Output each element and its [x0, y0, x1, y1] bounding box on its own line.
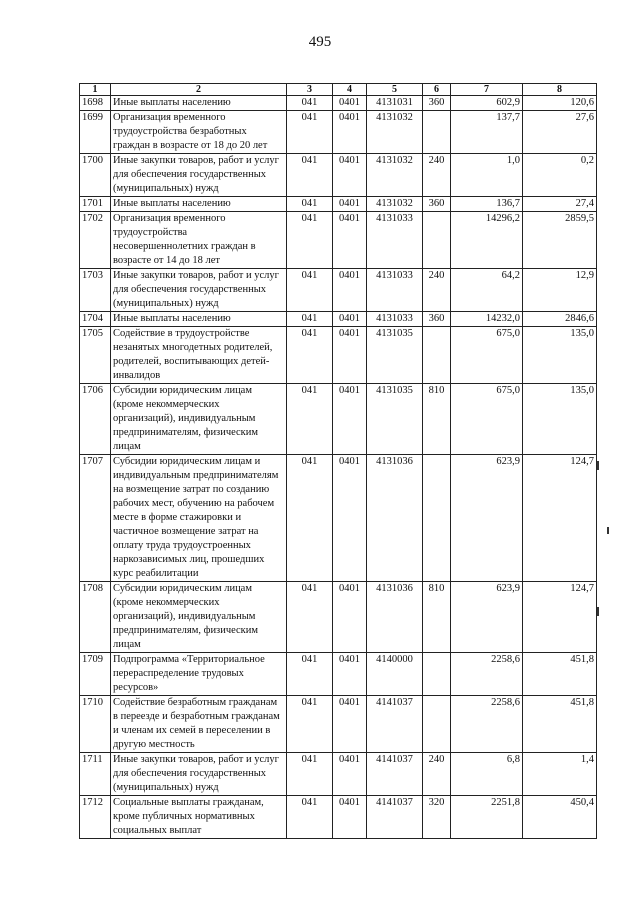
ministry-code-cell: 041	[287, 96, 333, 111]
item-name-cell: Иные выплаты населению	[111, 96, 287, 111]
row-number-cell: 1710	[80, 696, 111, 753]
column-header: 6	[423, 84, 451, 96]
header-row	[80, 84, 597, 96]
row-number-cell: 1711	[80, 753, 111, 796]
target-article-cell: 4131033	[367, 269, 423, 312]
ministry-code-cell: 041	[287, 796, 333, 839]
target-article-cell: 4131031	[367, 96, 423, 111]
expense-type-cell: 240	[423, 154, 451, 197]
target-article-cell: 4131035	[367, 384, 423, 455]
row-number-cell: 1708	[80, 582, 111, 653]
ministry-code-cell: 041	[287, 269, 333, 312]
row-number-cell: 1707	[80, 455, 111, 582]
table-row	[80, 796, 597, 839]
amount-share-cell: 451,8	[523, 653, 597, 696]
row-number-cell: 1704	[80, 312, 111, 327]
row-number-cell: 1698	[80, 96, 111, 111]
row-number-cell: 1702	[80, 212, 111, 269]
target-article-cell: 4131032	[367, 197, 423, 212]
expense-type-cell: 360	[423, 197, 451, 212]
item-name-cell: Организация временного трудоустройства несовершеннолетних граждан в возрасте от 14 до 18 лет	[111, 212, 287, 269]
row-number-cell: 1699	[80, 111, 111, 154]
budget-table	[79, 83, 597, 839]
amount-cell: 136,7	[451, 197, 523, 212]
ministry-code-cell: 041	[287, 455, 333, 582]
amount-share-cell: 450,4	[523, 796, 597, 839]
amount-cell: 675,0	[451, 384, 523, 455]
amount-share-cell: 2846,6	[523, 312, 597, 327]
table-row	[80, 96, 597, 111]
item-name-cell: Иные выплаты населению	[111, 312, 287, 327]
item-name-cell: Содействие в трудоустройстве незанятых многодетных родителей, родителей, воспитывающих детей-инвалидов	[111, 327, 287, 384]
row-number-cell: 1712	[80, 796, 111, 839]
ministry-code-cell: 041	[287, 197, 333, 212]
target-article-cell: 4131033	[367, 312, 423, 327]
expense-type-cell	[423, 455, 451, 582]
amount-cell: 14232,0	[451, 312, 523, 327]
table-row	[80, 753, 597, 796]
expense-type-cell	[423, 212, 451, 269]
amount-cell: 6,8	[451, 753, 523, 796]
target-article-cell: 4141037	[367, 753, 423, 796]
table-row	[80, 111, 597, 154]
expense-type-cell: 240	[423, 753, 451, 796]
target-article-cell: 4131036	[367, 582, 423, 653]
ministry-code-cell: 041	[287, 653, 333, 696]
ministry-code-cell: 041	[287, 212, 333, 269]
section-code-cell: 0401	[333, 653, 367, 696]
row-number-cell: 1706	[80, 384, 111, 455]
section-code-cell: 0401	[333, 111, 367, 154]
amount-cell: 675,0	[451, 327, 523, 384]
amount-share-cell: 451,8	[523, 696, 597, 753]
amount-share-cell: 27,4	[523, 197, 597, 212]
amount-share-cell: 0,2	[523, 154, 597, 197]
amount-share-cell: 2859,5	[523, 212, 597, 269]
amount-share-cell: 135,0	[523, 384, 597, 455]
expense-type-cell	[423, 696, 451, 753]
section-code-cell: 0401	[333, 753, 367, 796]
table-row	[80, 197, 597, 212]
row-number-cell: 1709	[80, 653, 111, 696]
amount-share-cell: 1,4	[523, 753, 597, 796]
item-name-cell: Организация временного трудоустройства безработных граждан в возрасте от 18 до 20 лет	[111, 111, 287, 154]
table-row	[80, 582, 597, 653]
column-header: 1	[80, 84, 111, 96]
item-name-cell: Иные закупки товаров, работ и услуг для обеспечения государственных (муниципальных) нужд	[111, 269, 287, 312]
section-code-cell: 0401	[333, 327, 367, 384]
column-header: 8	[523, 84, 597, 96]
section-code-cell: 0401	[333, 269, 367, 312]
section-code-cell: 0401	[333, 96, 367, 111]
amount-cell: 623,9	[451, 582, 523, 653]
item-name-cell: Иные выплаты населению	[111, 197, 287, 212]
amount-cell: 137,7	[451, 111, 523, 154]
expense-type-cell: 320	[423, 796, 451, 839]
column-header: 4	[333, 84, 367, 96]
expense-type-cell	[423, 111, 451, 154]
margin-mark	[597, 607, 599, 616]
section-code-cell: 0401	[333, 796, 367, 839]
target-article-cell: 4140000	[367, 653, 423, 696]
expense-type-cell	[423, 327, 451, 384]
section-code-cell: 0401	[333, 455, 367, 582]
amount-cell: 2251,8	[451, 796, 523, 839]
table-row	[80, 154, 597, 197]
item-name-cell: Субсидии юридическим лицам и индивидуальным предпринимателям на возмещение затрат по созданию рабочих мест, обучению на рабочем месте в форме стажировки и частичное возмещение затрат на оплату труда трудоустроенных наркозависимых лиц, прошедших курс реабилитации	[111, 455, 287, 582]
amount-share-cell: 124,7	[523, 582, 597, 653]
amount-share-cell: 12,9	[523, 269, 597, 312]
ministry-code-cell: 041	[287, 327, 333, 384]
margin-mark	[597, 461, 599, 470]
ministry-code-cell: 041	[287, 312, 333, 327]
table-row	[80, 455, 597, 582]
expense-type-cell: 810	[423, 582, 451, 653]
row-number-cell: 1701	[80, 197, 111, 212]
column-header: 3	[287, 84, 333, 96]
amount-cell: 14296,2	[451, 212, 523, 269]
expense-type-cell	[423, 653, 451, 696]
expense-type-cell: 810	[423, 384, 451, 455]
target-article-cell: 4131035	[367, 327, 423, 384]
section-code-cell: 0401	[333, 212, 367, 269]
target-article-cell: 4141037	[367, 696, 423, 753]
amount-cell: 1,0	[451, 154, 523, 197]
ministry-code-cell: 041	[287, 582, 333, 653]
target-article-cell: 4131036	[367, 455, 423, 582]
column-header: 2	[111, 84, 287, 96]
ministry-code-cell: 041	[287, 696, 333, 753]
amount-cell: 602,9	[451, 96, 523, 111]
ministry-code-cell: 041	[287, 111, 333, 154]
section-code-cell: 0401	[333, 197, 367, 212]
item-name-cell: Субсидии юридическим лицам (кроме некоммерческих организаций), индивидуальным предпринимателям, физическим лицам	[111, 384, 287, 455]
column-header: 5	[367, 84, 423, 96]
ministry-code-cell: 041	[287, 154, 333, 197]
section-code-cell: 0401	[333, 696, 367, 753]
expense-type-cell: 360	[423, 312, 451, 327]
item-name-cell: Содействие безработным гражданам в переезде и безработным гражданам и членам их семей в переселении в другую местность	[111, 696, 287, 753]
row-number-cell: 1703	[80, 269, 111, 312]
item-name-cell: Социальные выплаты гражданам, кроме публичных нормативных социальных выплат	[111, 796, 287, 839]
target-article-cell: 4141037	[367, 796, 423, 839]
section-code-cell: 0401	[333, 154, 367, 197]
item-name-cell: Субсидии юридическим лицам (кроме некоммерческих организаций), индивидуальным предпринимателям, физическим лицам	[111, 582, 287, 653]
table-row	[80, 327, 597, 384]
item-name-cell: Иные закупки товаров, работ и услуг для обеспечения государственных (муниципальных) нужд	[111, 154, 287, 197]
table-row	[80, 696, 597, 753]
amount-cell: 623,9	[451, 455, 523, 582]
table-row	[80, 312, 597, 327]
amount-cell: 64,2	[451, 269, 523, 312]
section-code-cell: 0401	[333, 312, 367, 327]
table-row	[80, 212, 597, 269]
amount-share-cell: 124,7	[523, 455, 597, 582]
target-article-cell: 4131032	[367, 154, 423, 197]
ministry-code-cell: 041	[287, 753, 333, 796]
amount-cell: 2258,6	[451, 696, 523, 753]
amount-share-cell: 135,0	[523, 327, 597, 384]
row-number-cell: 1705	[80, 327, 111, 384]
margin-mark	[607, 527, 609, 534]
amount-share-cell: 27,6	[523, 111, 597, 154]
column-header: 7	[451, 84, 523, 96]
page-number: 495	[308, 34, 332, 50]
item-name-cell: Иные закупки товаров, работ и услуг для обеспечения государственных (муниципальных) нужд	[111, 753, 287, 796]
ministry-code-cell: 041	[287, 384, 333, 455]
amount-share-cell: 120,6	[523, 96, 597, 111]
section-code-cell: 0401	[333, 582, 367, 653]
expense-type-cell: 360	[423, 96, 451, 111]
amount-cell: 2258,6	[451, 653, 523, 696]
expense-type-cell: 240	[423, 269, 451, 312]
table-row	[80, 384, 597, 455]
item-name-cell: Подпрограмма «Территориальное перераспределение трудовых ресурсов»	[111, 653, 287, 696]
table-row	[80, 653, 597, 696]
target-article-cell: 4131032	[367, 111, 423, 154]
table-row	[80, 269, 597, 312]
target-article-cell: 4131033	[367, 212, 423, 269]
row-number-cell: 1700	[80, 154, 111, 197]
section-code-cell: 0401	[333, 384, 367, 455]
